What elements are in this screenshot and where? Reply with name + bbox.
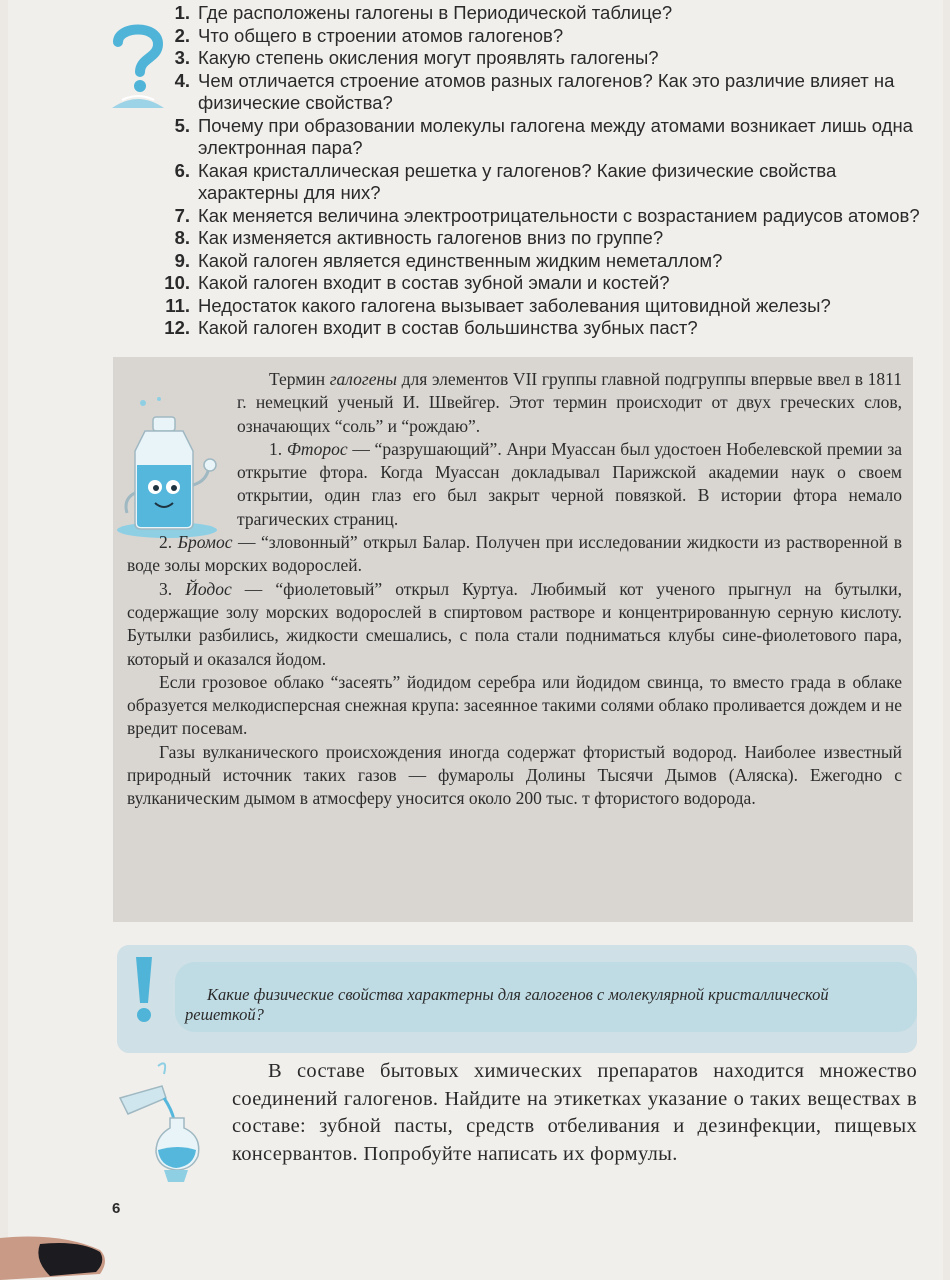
page-number: 6 bbox=[112, 1200, 121, 1217]
review-questions bbox=[160, 2, 920, 340]
info-paragraph-1: Термин галогены для элементов VII группы главной подгруппы впервые ввел в 1811 г. немецкий ученый И. Швейгер. Этот термин происходит от двух греческих слов, означающих “соль” и “рождаю”. bbox=[237, 369, 902, 436]
exclamation-icon bbox=[130, 955, 158, 1025]
question-item: 3. Какую степень окисления могут проявлять галогены? bbox=[174, 47, 659, 68]
question-item: 5. Почему при образовании молекулы галогена между атомами возникает лишь одна электронная пара? bbox=[174, 114, 913, 158]
question-item: 1. Где расположены галогены в Периодической таблице? bbox=[174, 2, 673, 23]
question-item: 6. Какая кристаллическая решетка у галогенов? Какие физические свойства характерны для них? bbox=[174, 159, 837, 203]
question-item: 8. Как изменяется активность галогенов вниз по группе? bbox=[174, 227, 664, 248]
question-item: 9. Какой галоген является единственным жидким неметаллом? bbox=[174, 249, 723, 271]
task-text: В составе бытовых химических препаратов находится множество соединений галогенов. Найдите на этикетках указание о таких веществах в составе: зубной пасты, средств отбеливания и дезинфекции, пищевых консервантов. Попробуйте написать их формулы. bbox=[232, 1060, 917, 1165]
question-mark-icon bbox=[108, 20, 168, 115]
question-item: 4. Чем отличается строение атомов разных галогенов? Как это различие влияет на физические свойства? bbox=[174, 69, 895, 113]
question-item: 7. Как меняется величина электроотрицательности с возрастанием радиусов атомов? bbox=[174, 204, 920, 226]
question-item: 12. Какой галоген входит в состав большинства зубных паст? bbox=[164, 317, 698, 338]
info-paragraph-fluorine: 1. Фторос — “разрушающий”. Анри Муассан был удостоен Нобелевской премии за открытие фтора. Когда Муассан докладывал Парижской академии наук о своем открытии, один глаз его был закрыт черной повязкой. В истории фтора немало трагических страниц. bbox=[237, 438, 902, 529]
info-paragraph-clouds: Если грозовое облако “засеять” йодидом серебра или йодидом свинца, то вместо града в облаке образуется мелкодисперсная снежная крупа: засеянное такими солями облако проливается дождем и не вредит посевам. bbox=[127, 671, 902, 739]
question-item: 10. Какой галоген входит в состав зубной эмали и костей? bbox=[164, 272, 670, 293]
exclamation-question: Какие физические свойства характерны для галогенов с молекулярной кристаллической решеткой? bbox=[185, 985, 829, 1024]
question-item: 11. Недостаток какого галогена вызывает заболевания щитовидной железы? bbox=[165, 294, 831, 316]
info-text bbox=[127, 368, 902, 811]
question-item: 2. Что общего в строении атомов галогенов? bbox=[174, 24, 564, 46]
info-paragraph-volcanic: Газы вулканического происхождения иногда содержат фтористый водород. Наиболее известный природный источник таких газов — фумаролы Долины Тысячи Дымов (Аляска). Ежегодно с вулканическим дымом в атмосферу уносится около 200 тыс. т фтористого водорода. bbox=[127, 741, 902, 809]
info-paragraph-bromine: 2. Бромос — “зловонный” открыл Балар. Получен при исследовании жидкости из растворенной в воде золы морских водорослей. bbox=[127, 532, 903, 576]
finger-photo-artifact bbox=[0, 1230, 110, 1280]
info-paragraph-iodine: 3. Йодос — “фиолетовый” открыл Куртуа. Любимый кот ученого прыгнул на бутылки, содержащие золу морских водорослей в спиртовом растворе и концентрированную серную кислоту. Бутылки разбились, жидкости смешались, с пола стали подниматься клубы сине-фиолетового пара, который и оказался йодом. bbox=[127, 578, 903, 669]
flask-pour-icon bbox=[118, 1058, 213, 1183]
